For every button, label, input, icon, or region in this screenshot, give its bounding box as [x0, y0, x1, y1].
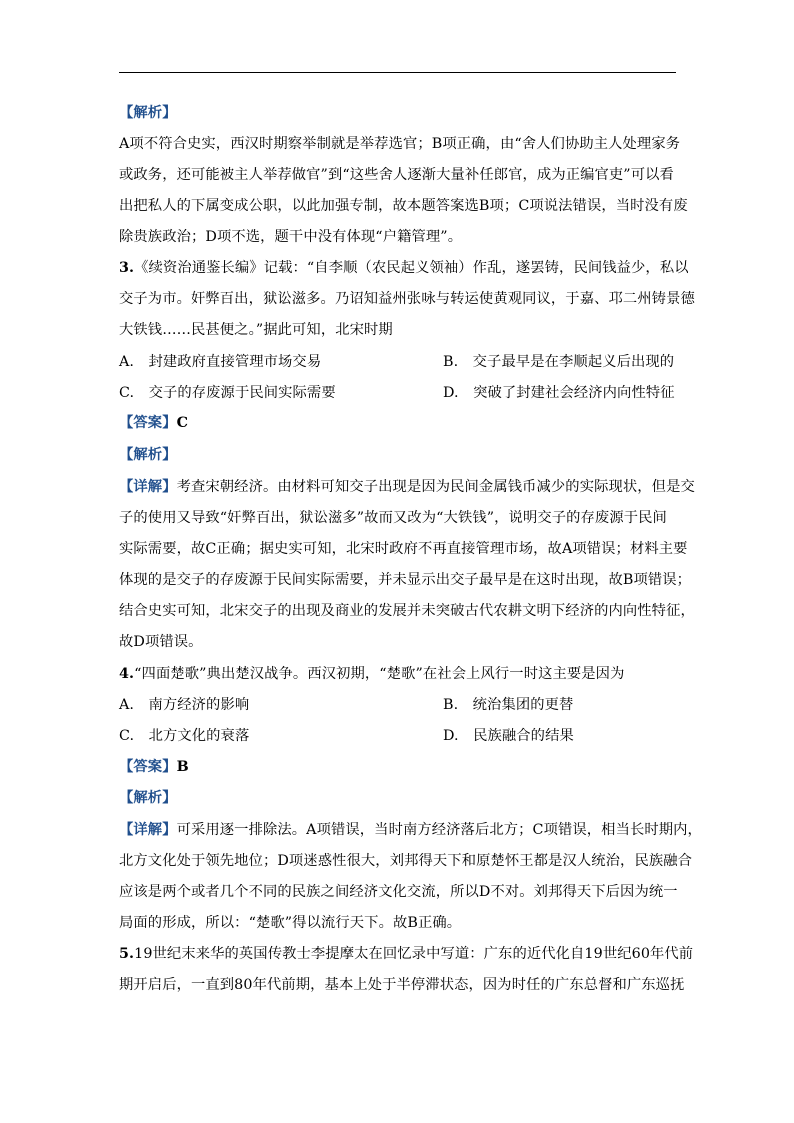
analysis-tag: 【解析】: [119, 105, 177, 121]
question-3-option-d: D. 突破了封建社会经济内向性特征: [443, 385, 675, 401]
header-rule: [119, 72, 676, 73]
question-3-detail-line: 实际需要，故C正确；据史实可知，北宋时政府不再直接管理市场，故A项错误；材料主要: [119, 541, 688, 557]
question-3-option-b: B. 交子最早是在李顺起义后出现的: [443, 354, 675, 370]
answer-tag: 【答案】: [119, 759, 177, 775]
question-number: 3.: [119, 260, 135, 276]
question-4-option-c: C. 北方文化的衰落: [119, 728, 250, 744]
analysis-line: A项不符合史实，西汉时期察举制就是举荐选官；B项正确，由“舍人们协助主人处理家务: [119, 136, 681, 152]
detail-tag: 【详解】: [119, 479, 177, 495]
question-4-detail-line: 局面的形成，所以：“楚歌”得以流行天下。故B正确。: [119, 915, 462, 931]
question-5-stem-line: 期开启后，一直到80年代前期，基本上处于半停滞状态，因为时任的广东总督和广东巡抚: [119, 977, 685, 993]
question-4-option-d: D. 民族融合的结果: [443, 728, 574, 744]
question-4-detail-line: 北方文化处于领先地位；D项迷惑性很大，刘邦得天下和原楚怀王都是汉人统治，民族融合: [119, 853, 693, 869]
question-3-answer: [119, 413, 188, 433]
question-3-stem-line: 交子为市。奸弊百出，狱讼滋多。乃诏知益州张咏与转运使黄观同议，于嘉、邛二州铸景德: [119, 291, 695, 307]
question-4-stem-line: 4.“四面楚歌”典出楚汉战争。西汉初期，“楚歌”在社会上风行一时这主要是因为: [119, 666, 625, 682]
question-number: 5.: [119, 946, 135, 962]
question-4-detail-line: 应该是两个或者几个不同的民族之间经济文化交流，所以D不对。刘邦得天下后因为统一: [119, 884, 678, 900]
analysis-line: 或政务，还可能被主人举荐做官”到“这些舍人逐渐大量补任郎官，成为正编官吏”可以看: [119, 167, 674, 183]
question-4-option-b: B. 统治集团的更替: [443, 697, 574, 713]
question-4-answer: [119, 757, 189, 777]
question-5-stem-line: 5.19世纪末来华的英国传教士李提摩太在回忆录中写道：广东的近代化自19世纪60年代前: [119, 946, 694, 962]
question-3-detail-line: 结合史实可知，北宋交子的出现及商业的发展并未突破古代农耕文明下经济的内向性特征，: [119, 603, 695, 619]
analysis-line: 出把私人的下属变成公职，以此加强专制，故本题答案选B项；C项说法错误，当时没有废: [119, 198, 688, 214]
answer-value: C: [176, 415, 189, 431]
question-3-stem-line: 大铁钱……民甚便之。”据此可知，北宋时期: [119, 322, 393, 338]
question-4-option-a: A. 南方经济的影响: [119, 697, 250, 713]
analysis-line: 除贵族政治；D项不选，题干中没有体现“户籍管理”。: [119, 229, 463, 245]
question-3-detail-line: 【详解】考查宋朝经济。由材料可知交子出现是因为民间金属钱币减少的实际现状，但是交: [119, 479, 695, 495]
question-3-detail-line: 故D项错误。: [119, 634, 203, 650]
question-3-option-c: C. 交子的存废源于民间实际需要: [119, 385, 336, 401]
question-number: 4.: [119, 666, 135, 682]
detail-tag: 【详解】: [119, 822, 177, 838]
question-3-option-a: A. 封建政府直接管理市场交易: [119, 354, 322, 370]
question-3-stem-line: 3.《续资治通鉴长编》记载：“自李顺（农民起义领袖）作乱，遂罢铸，民间钱益少，私以: [119, 260, 689, 276]
question-4-detail-line: 【详解】可采用逐一排除法。A项错误，当时南方经济落后北方；C项错误，相当长时期内，: [119, 822, 702, 838]
answer-value: B: [176, 759, 189, 775]
analysis-tag: 【解析】: [119, 447, 177, 463]
question-3-detail-line: 体现的是交子的存废源于民间实际需要，并未显示出交子最早是在这时出现，故B项错误；: [119, 572, 692, 588]
question-3-detail-line: 子的使用又导致“奸弊百出，狱讼滋多”故而又改为“大铁钱”，说明交子的存废源于民间: [119, 510, 667, 526]
answer-tag: 【答案】: [119, 415, 177, 431]
analysis-tag: 【解析】: [119, 790, 177, 806]
